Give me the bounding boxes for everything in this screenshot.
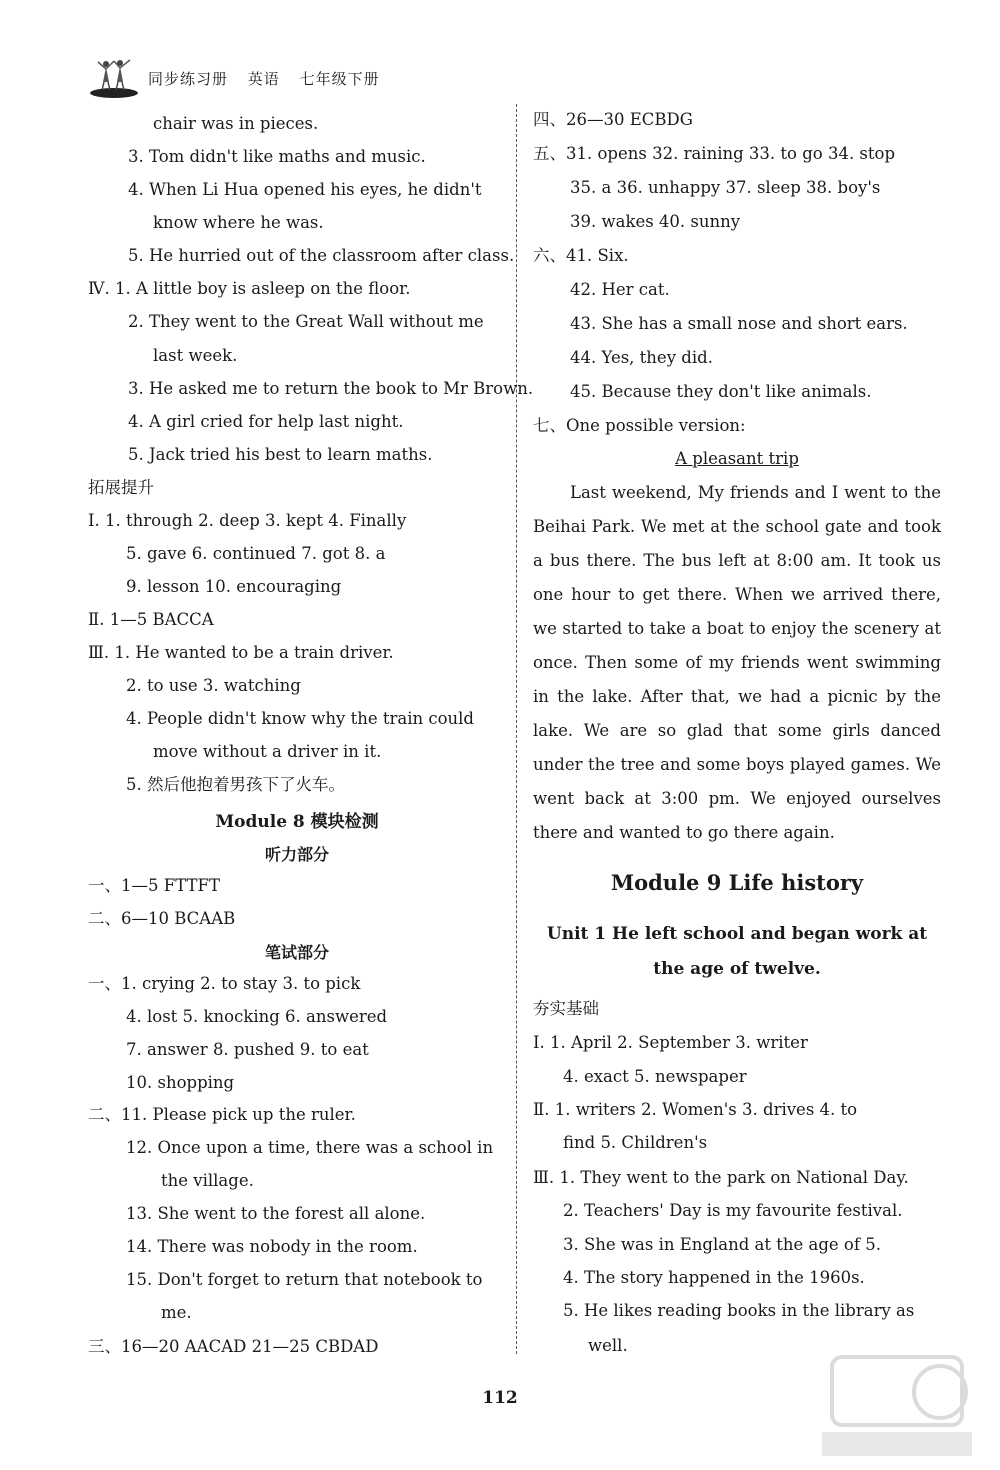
module9-answer-line: 3. She was in England at the age of 5. — [563, 1235, 881, 1254]
answer-line: 4. A girl cried for help last night. — [128, 412, 404, 431]
module8-answer-line: 14. There was nobody in the room. — [126, 1237, 418, 1256]
essay-title: A pleasant trip — [675, 449, 799, 468]
answer-line: Ⅳ. 1. A little boy is asleep on the floor. — [88, 279, 411, 298]
watermark-stamp-icon — [812, 1352, 982, 1462]
module8-answer-line: the village. — [161, 1171, 254, 1190]
answer-line: 3. He asked me to return the book to Mr Brown. — [128, 379, 534, 398]
module9-answer-line: find 5. Children's — [563, 1133, 708, 1152]
module8-answer-line: 4. lost 5. knocking 6. answered — [126, 1007, 388, 1026]
module8-answer-line: 15. Don't forget to return that notebook to — [126, 1270, 483, 1289]
answer-line: 5. He hurried out of the classroom after class. — [128, 246, 515, 265]
answer-line: 9. lesson 10. encouraging — [126, 577, 342, 596]
answer-line: last week. — [153, 346, 238, 365]
answer-line: Ⅱ. 1—5 BACCA — [88, 610, 214, 629]
answer-line: move without a driver in it. — [153, 742, 382, 761]
answer-line: 2. to use 3. watching — [126, 676, 301, 695]
module8-answer-line: 二、6—10 BCAAB — [88, 909, 236, 928]
module8-title: Module 8 模块检测 — [215, 812, 379, 832]
answer-line: Ⅲ. 1. He wanted to be a train driver. — [88, 643, 394, 662]
answer-line: 六、41. Six. — [533, 246, 629, 265]
module9-answer-line: well. — [588, 1336, 628, 1355]
module9-answer-line: Ⅲ. 1. They went to the park on National Day. — [533, 1168, 909, 1187]
listening-section-title: 听力部分 — [264, 845, 329, 864]
book-title: 同步练习册 — [148, 69, 229, 88]
answer-line: 4. When Li Hua opened his eyes, he didn't — [128, 180, 482, 199]
module9-answer-line: 4. The story happened in the 1960s. — [563, 1268, 865, 1287]
answer-line: 拓展提升 — [88, 478, 154, 497]
module9-answer-line: 4. exact 5. newspaper — [563, 1067, 747, 1086]
module8-answer-line: 三、16—20 AACAD 21—25 CBDAD — [88, 1337, 379, 1356]
module9-answer-line: Ⅰ. 1. April 2. September 3. writer — [533, 1033, 808, 1052]
column-divider — [516, 104, 517, 1354]
unit1-title-line2: the age of twelve. — [653, 959, 821, 979]
answer-line: 2. They went to the Great Wall without me — [128, 312, 484, 331]
module9-answer-line: 2. Teachers' Day is my favourite festival. — [563, 1201, 903, 1220]
dancers-logo-icon — [88, 56, 140, 100]
answer-line: 5. Jack tried his best to learn maths. — [128, 445, 433, 464]
basics-section-title: 夯实基础 — [533, 999, 599, 1018]
module8-answer-line: 一、1—5 FTTFT — [88, 876, 220, 895]
module8-answer-line: 二、11. Please pick up the ruler. — [88, 1105, 356, 1124]
answer-line: Ⅰ. 1. through 2. deep 3. kept 4. Finally — [88, 511, 407, 530]
answer-line: 4. People didn't know why the train could — [126, 709, 474, 728]
subject-label: 英语 — [247, 69, 280, 88]
answer-line: 四、26—30 ECBDG — [533, 110, 693, 129]
answer-line: 39. wakes 40. sunny — [570, 212, 741, 231]
module8-answer-line: 一、1. crying 2. to stay 3. to pick — [88, 974, 361, 993]
page-number: 112 — [482, 1388, 518, 1408]
module9-answer-line: Ⅱ. 1. writers 2. Women's 3. drives 4. to — [533, 1100, 858, 1119]
answer-line: 5. 然后他抱着男孩下了火车。 — [126, 775, 345, 794]
answer-line: 五、31. opens 32. raining 33. to go 34. stop — [533, 144, 896, 163]
module8-answer-line: 7. answer 8. pushed 9. to eat — [126, 1040, 369, 1059]
answer-line: 44. Yes, they did. — [570, 348, 713, 367]
module8-answer-line: 12. Once upon a time, there was a school in — [126, 1138, 494, 1157]
answer-line: 35. a 36. unhappy 37. sleep 38. boy's — [570, 178, 881, 197]
answer-line: 43. She has a small nose and short ears. — [570, 314, 908, 333]
module9-answer-line: 5. He likes reading books in the library as — [563, 1301, 915, 1320]
unit1-title-line1: Unit 1 He left school and began work at — [546, 924, 928, 944]
answer-line: 5. gave 6. continued 7. got 8. a — [126, 544, 386, 563]
module8-answer-line: 13. She went to the forest all alone. — [126, 1204, 426, 1223]
answer-line: 42. Her cat. — [570, 280, 670, 299]
module9-title: Module 9 Life history — [610, 870, 864, 895]
answer-line: 七、One possible version: — [533, 416, 746, 435]
page-header — [88, 58, 394, 98]
answer-line: chair was in pieces. — [153, 114, 319, 133]
essay-body: Last weekend, My friends and I went to the Beihai Park. We met at the school gate and took a bus there. The bus left at 8:00 am. It took us one hour to get there. When we arrived there, we started to take a boat to enjoy the scenery at once. Then some of my friends went swimming in the lake. After that, we had a picnic by the lake. We are so glad that some girls danced under the tree and some boys played games. We went back at 3:00 pm. We enjoyed ourselves there and wanted to go there again. — [533, 483, 941, 842]
answer-line: 45. Because they don't like animals. — [570, 382, 872, 401]
answer-line: 3. Tom didn't like maths and music. — [128, 147, 426, 166]
grade-label: 七年级下册 — [299, 69, 380, 88]
written-section-title: 笔试部分 — [264, 943, 329, 962]
module8-answer-line: 10. shopping — [126, 1073, 235, 1092]
answer-line: know where he was. — [153, 213, 324, 232]
module8-answer-line: me. — [161, 1303, 192, 1322]
